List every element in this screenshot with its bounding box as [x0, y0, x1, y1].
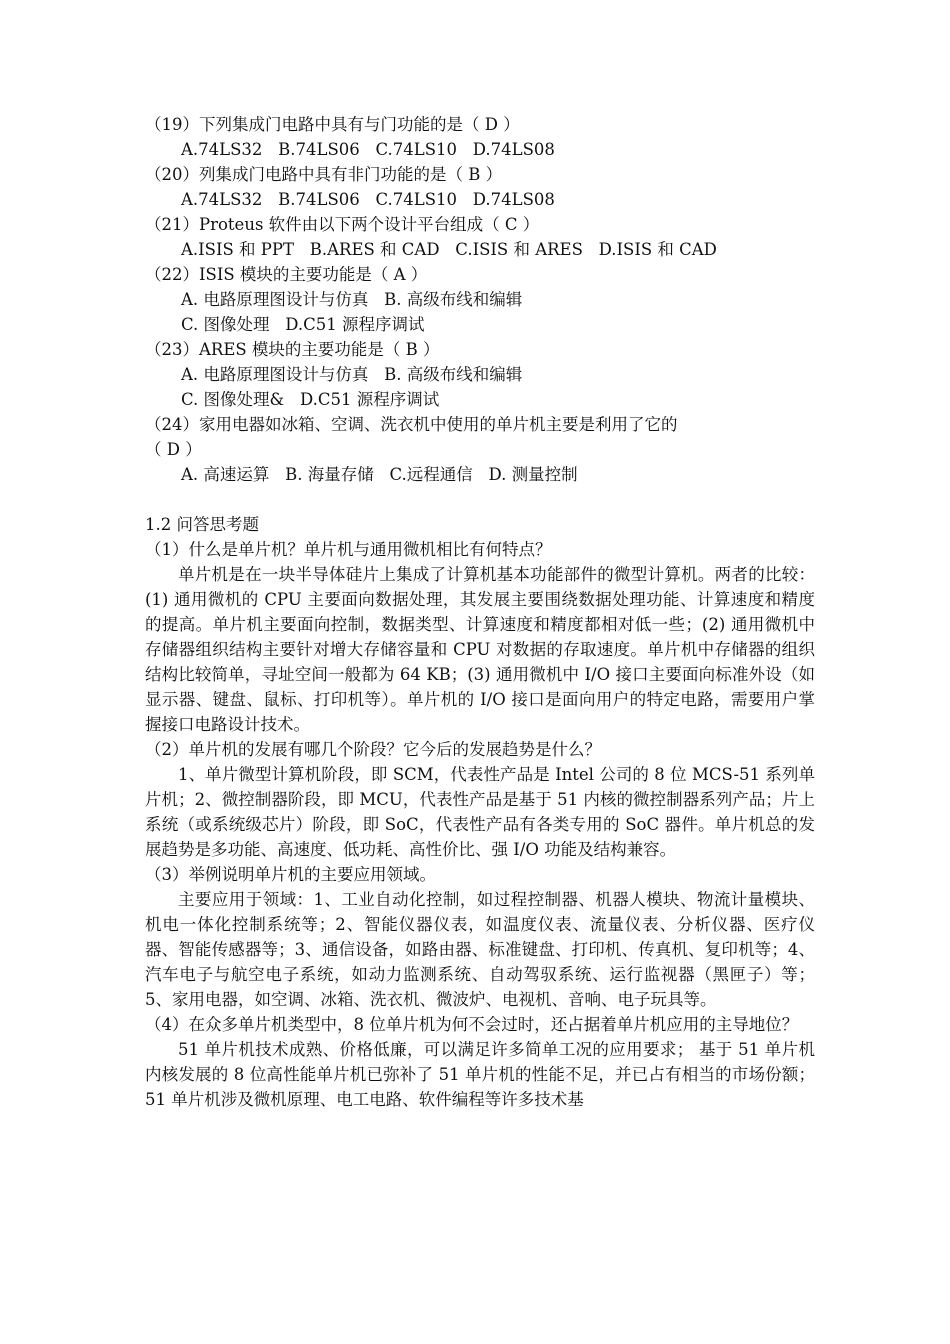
- qa-item-3: [145, 862, 815, 1012]
- question-text: （24）家用电器如冰箱、空调、洗衣机中使用的单片机主要是利用了它的: [145, 415, 678, 434]
- question-answer: （ D ）: [145, 440, 202, 459]
- question-24: [145, 412, 815, 487]
- section-title: 1.2 问答思考题: [145, 515, 259, 534]
- question-options: C. 图像处理& D.C51 源程序调试: [181, 390, 440, 409]
- question-options: A. 高速运算 B. 海量存储 C.远程通信 D. 测量控制: [181, 465, 578, 484]
- qa-item-1: [145, 537, 815, 737]
- qa-question: （4）在众多单片机类型中，8 位单片机为何不会过时，还占据着单片机应用的主导地位？: [145, 1015, 799, 1034]
- question-19: [145, 112, 815, 162]
- question-options: A. 电路原理图设计与仿真 B. 高级布线和编辑: [181, 290, 523, 309]
- qa-question: （2）单片机的发展有哪几个阶段？它今后的发展趋势是什么？: [145, 740, 601, 759]
- question-20: [145, 162, 815, 212]
- question-options: A.74LS32 B.74LS06 C.74LS10 D.74LS08: [181, 140, 555, 159]
- spacer: [145, 487, 815, 512]
- question-text: （23）ARES 模块的主要功能是（ B ）: [145, 340, 440, 359]
- question-23: [145, 337, 815, 412]
- qa-question: （1）什么是单片机？单片机与通用微机相比有何特点？: [145, 540, 552, 559]
- question-options: A.74LS32 B.74LS06 C.74LS10 D.74LS08: [181, 190, 555, 209]
- qa-question: （3）举例说明单片机的主要应用领域。: [145, 865, 436, 884]
- qa-item-2: [145, 737, 815, 862]
- qa-answer: 单片机是在一块半导体硅片上集成了计算机基本功能部件的微型计算机。两者的比较：(1) 通用微机的 CPU 主要面向数据处理，其发展主要围绕数据处理功能、计算速度和精度的提高。单片机主要面向控制，数据类型、计算速度和精度都相对低一些；(2) 通用微机中存储器组织结构主要针对增大存储容量和 CPU 对数据的存取速度。单片机中存储器的组织结构比较简单，寻址空间一般都为 64 KB；(3) 通用微机中 I/O 接口主要面向标准外设（如显示器、键盘、鼠标、打印机等）。单片机的 I/O 接口是面向用户的特定电路，需要用户掌握接口电路设计技术。: [145, 565, 815, 734]
- question-options: A.ISIS 和 PPT B.ARES 和 CAD C.ISIS 和 ARES D.ISIS 和 CAD: [181, 240, 717, 259]
- qa-answer: 主要应用于领域：1、工业自动化控制，如过程控制器、机器人模块、物流计量模块、机电一体化控制系统等；2、智能仪器仪表，如温度仪表、流量仪表、分析仪器、医疗仪器、智能传感器等；3、通信设备，如路由器、标准键盘、打印机、传真机、复印机等；4、汽车电子与航空电子系统，如动力监测系统、自动驾驭系统、运行监视器（黑匣子）等；5、家用电器，如空调、冰箱、洗衣机、微波炉、电视机、音响、电子玩具等。: [145, 890, 815, 1009]
- qa-answer: 51 单片机技术成熟、价格低廉，可以满足许多简单工况的应用要求； 基于 51 单片机内核发展的 8 位高性能单片机已弥补了 51 单片机的性能不足，并已占有相当的市场份额；51 单片机涉及微机原理、电工电路、软件编程等许多技术基: [145, 1040, 815, 1109]
- question-text: （21）Proteus 软件由以下两个设计平台组成（ C ）: [145, 215, 540, 234]
- question-options: C. 图像处理 D.C51 源程序调试: [181, 315, 425, 334]
- question-text: （19）下列集成门电路中具有与门功能的是（ D ）: [145, 115, 520, 134]
- question-text: （20）列集成门电路中具有非门功能的是（ B ）: [145, 165, 503, 184]
- question-text: （22）ISIS 模块的主要功能是（ A ）: [145, 265, 428, 284]
- question-options: A. 电路原理图设计与仿真 B. 高级布线和编辑: [181, 365, 523, 384]
- question-22: [145, 262, 815, 337]
- qa-answer: 1、单片微型计算机阶段，即 SCM，代表性产品是 Intel 公司的 8 位 MCS-51 系列单片机；2、微控制器阶段，即 MCU，代表性产品是基于 51 内核的微控制器系列产品；片上系统（或系统级芯片）阶段，即 SoC，代表性产品有各类专用的 SoC 器件。单片机总的发展趋势是多功能、高速度、低功耗、高性价比、强 I/O 功能及结构兼容。: [145, 765, 815, 859]
- question-21: [145, 212, 815, 262]
- qa-item-4: [145, 1012, 815, 1112]
- document-page: [145, 112, 815, 1112]
